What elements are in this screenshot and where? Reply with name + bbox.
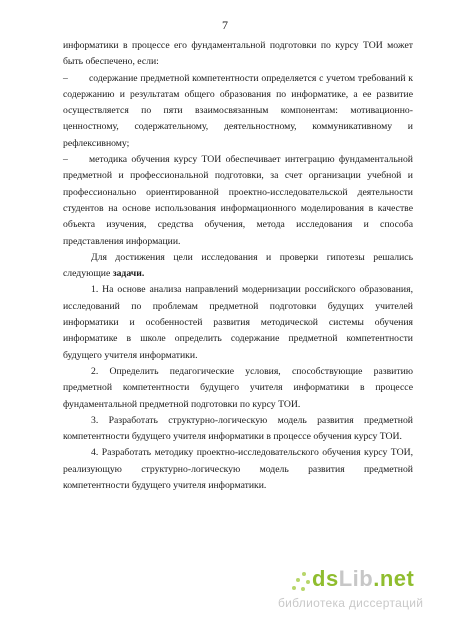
paragraph-text: Для достижения цели исследования и проверки гипотезы решались следующие <box>63 251 413 280</box>
watermark-logo: dsLib.net <box>312 566 415 591</box>
bullet-dash: – <box>63 72 68 84</box>
list-item-text: методика обучения курсу ТОИ обеспечивает интеграцию фундаментальной предметной и профессиональной подготовки, за счет организации учебной и профессионально ориентированной проектно-исследовательской деятельности студентов на основе использования информационного моделирования в качестве объекта изучения, средства обучения, метода исследования и способа представления информации. <box>63 154 413 247</box>
task-item: 4. Разработать методику проектно-исследовательского обучения курсу ТОИ, реализующую структурно-логическую модель развития предметной компетентности будущего учителя информатики. <box>63 447 413 492</box>
list-item <box>63 152 413 250</box>
logo-dots-icon <box>292 572 312 592</box>
watermark-subtitle: библиотека диссертаций <box>278 596 424 610</box>
page-number: 7 <box>222 18 228 32</box>
bullet-dash: – <box>63 154 68 166</box>
task-item: 1. На основе анализа направлений модернизации российского образования, исследований по проблемам предметной подготовки будущих учителей информатики и особенностей развития методической системы обучения информатике в школе определить содержание предметной компетентности будущего учителя информатики. <box>63 284 413 361</box>
list-item-text: содержание предметной компетентности определяется с учетом требований к содержанию и результатам общего образования по информатике, а ее развитие осуществляется по пяти взаимосвязанным компонентам: мотивационно-ценностному, содержательному, деятельностному, коммуникативному и рефлексивному; <box>63 72 413 149</box>
document-body <box>63 38 413 494</box>
paragraph-tasks-intro <box>63 250 413 283</box>
tasks-heading: задачи. <box>112 268 145 280</box>
watermark <box>278 566 443 618</box>
task-item: 2. Определить педагогические условия, способствующие развитию предметной компетентности будущего учителя информатики в процессе фундаментальной предметной подготовки по курсу ТОИ. <box>63 365 413 410</box>
task-item: 3. Разработать структурно-логическую модель развития предметной компетентности будущего учителя информатики в процессе обучения курсу ТОИ. <box>63 414 413 443</box>
list-item <box>63 71 413 152</box>
paragraph-intro: информатики в процессе его фундаментальной подготовки по курсу ТОИ может быть обеспечено, если: <box>63 40 413 68</box>
